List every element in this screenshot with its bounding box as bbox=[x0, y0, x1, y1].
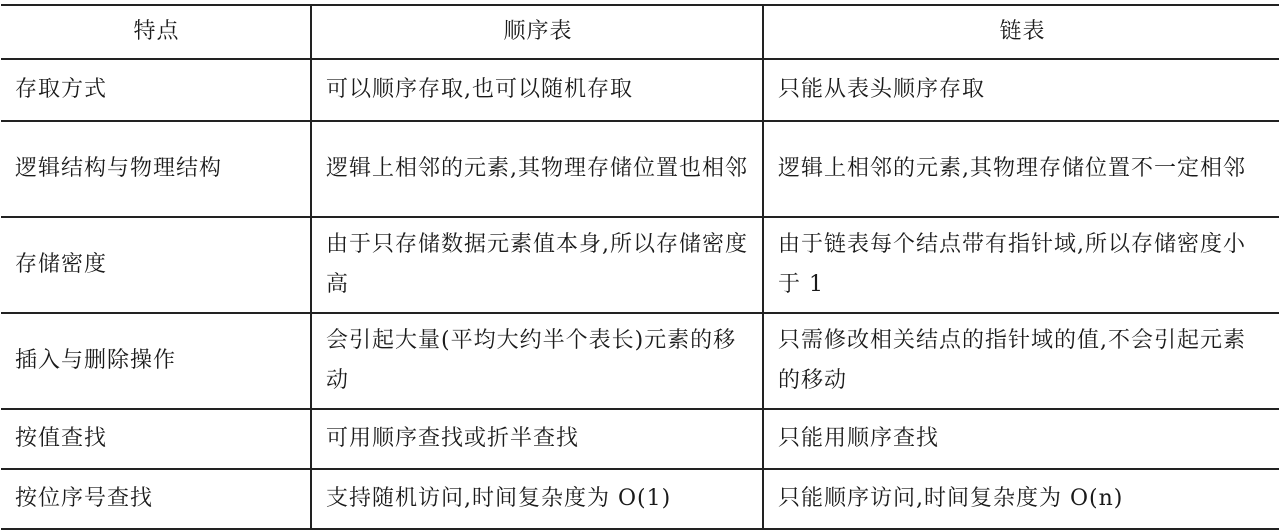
row-sequential-cell: 可以顺序存取,也可以随机存取 bbox=[311, 59, 763, 121]
row-linked-cell: 由于链表每个结点带有指针域,所以存储密度小于 1 bbox=[763, 217, 1279, 313]
row-linked-cell: 逻辑上相邻的元素,其物理存储位置不一定相邻 bbox=[763, 121, 1279, 217]
header-row bbox=[1, 5, 1279, 59]
table-row bbox=[1, 469, 1279, 529]
row-feature-cell: 存储密度 bbox=[1, 217, 311, 313]
table-row bbox=[1, 59, 1279, 121]
table-row bbox=[1, 121, 1279, 217]
row-sequential-cell: 支持随机访问,时间复杂度为 O(1) bbox=[311, 469, 763, 529]
row-sequential-cell: 由于只存储数据元素值本身,所以存储密度高 bbox=[311, 217, 763, 313]
row-sequential-cell: 会引起大量(平均大约半个表长)元素的移动 bbox=[311, 313, 763, 409]
comparison-table bbox=[1, 4, 1279, 530]
header-feature: 特点 bbox=[1, 5, 311, 59]
table-row bbox=[1, 217, 1279, 313]
row-linked-cell: 只能从表头顺序存取 bbox=[763, 59, 1279, 121]
row-feature-cell: 逻辑结构与物理结构 bbox=[1, 121, 311, 217]
row-linked-cell: 只需修改相关结点的指针域的值,不会引起元素的移动 bbox=[763, 313, 1279, 409]
table-row bbox=[1, 409, 1279, 469]
header-linked-list: 链表 bbox=[763, 5, 1279, 59]
row-linked-cell: 只能用顺序查找 bbox=[763, 409, 1279, 469]
row-sequential-cell: 逻辑上相邻的元素,其物理存储位置也相邻 bbox=[311, 121, 763, 217]
header-sequential-list: 顺序表 bbox=[311, 5, 763, 59]
row-feature-cell: 存取方式 bbox=[1, 59, 311, 121]
table-row bbox=[1, 313, 1279, 409]
row-sequential-cell: 可用顺序查找或折半查找 bbox=[311, 409, 763, 469]
row-linked-cell: 只能顺序访问,时间复杂度为 O(n) bbox=[763, 469, 1279, 529]
row-feature-cell: 按位序号查找 bbox=[1, 469, 311, 529]
row-feature-cell: 插入与删除操作 bbox=[1, 313, 311, 409]
row-feature-cell: 按值查找 bbox=[1, 409, 311, 469]
